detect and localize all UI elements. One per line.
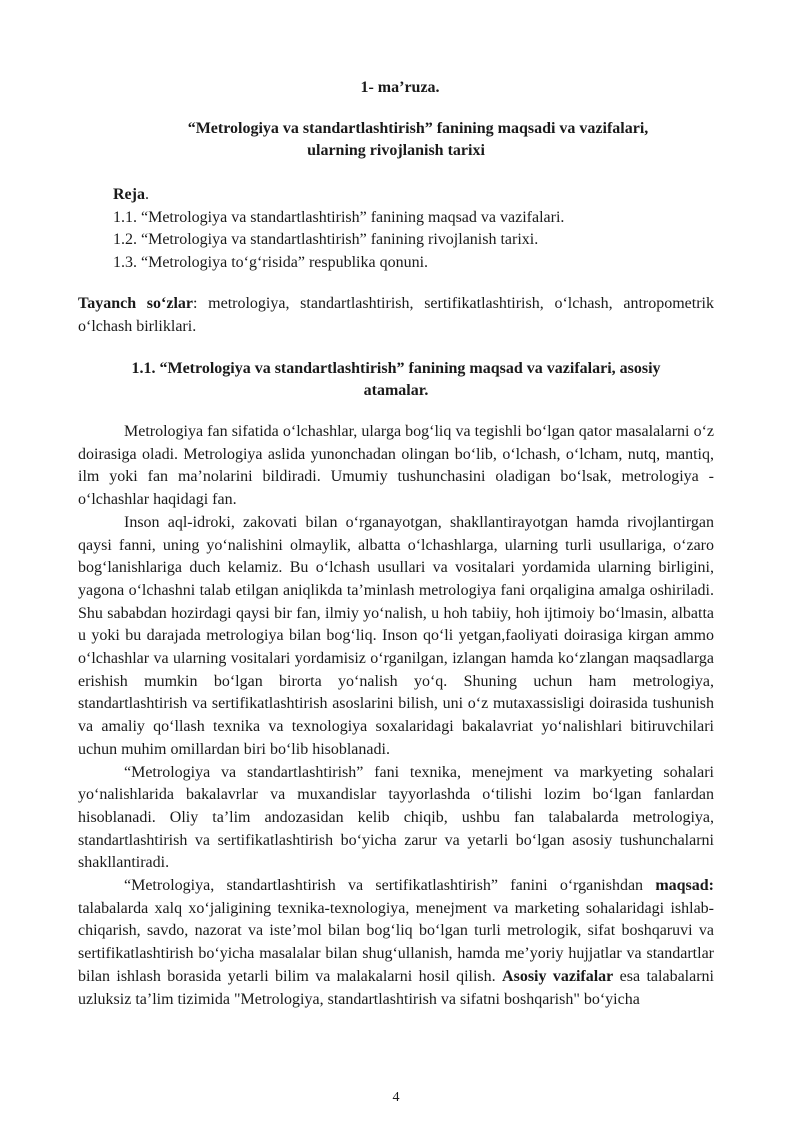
section-heading-line-2: atamalar. (363, 382, 429, 399)
paragraph: “Metrologiya va standartlashtirish” fani texnika, menejment va markyeting sohalari yo‘nalishlarida bakalavrlar va muxandislar tayyorlashda o‘tilishi lozim bo‘lgan fanlardan hisoblanadi. Oliy ta’lim andozasidan kelib chiqib, ushbu fan talabalarda metrologiya, standartlashtirish va sertifikatlashtirish bo‘yicha zarur va yetarli bo‘lgan asosiy tushunchalarni shakllantiradi. (78, 763, 714, 872)
lecture-title: 1- ma’ruza. (360, 79, 440, 96)
topic-title-line-2: ularning rivojlanish tarixi (307, 142, 485, 159)
paragraph: Metrologiya fan sifatida o‘lchashlar, ularga bog‘liq va tegishli bo‘lgan qator masalalarni o‘z doirasiga oladi. Metrologiya aslida yunonchadan olingan bo‘lib, o‘lchash, o‘lcham, nutq, mantiq, ilm yoki fan ma’nolarini bildiradi. Umumiy tushunchasini oladigan bo‘lsak, metrologiya - o‘lchashlar haqidagi fan. (78, 423, 714, 509)
paragraph: “Metrologiya, standartlashtirish va sertifikatlashtirish” fanini o‘rganishdan maqsad: talabalarda xalq xo‘jaligining texnika-texnologiya, menejment va marketing sohalaridagi ishlab-chiqarish, savdo, nazorat va iste’mol bilan bog‘liq bo‘lgan turli metrologik, sifat boshqaruvi va sertifikatlashtirish bo‘yicha masalalar bilan shug‘ullanish, hamda me’yoriy hujjatlar va standartlar bilan ishlash borasida yetarli bilim va malakalarni hosil qilish. Asosiy vazifalar esa talabalarni uzluksiz ta’lim tizimida "Metrologiya, standartlashtirish va sifatni boshqarish" bo‘yicha (78, 877, 715, 1008)
section-heading-line-1: 1.1. “Metrologiya va standartlashtirish” fanining maqsad va vazifalari, asosiy (131, 360, 661, 377)
keywords-label: Tayanch so‘zlar (78, 295, 194, 312)
plan-item: 1.3. “Metrologiya to‘g‘risida” respublika qonuni. (113, 254, 429, 272)
topic-title-line-1: “Metrologiya va standartlashtirish” fanining maqsadi va vazifalari, (187, 120, 649, 137)
main-tasks-label: Asosiy vazifalar (502, 967, 614, 985)
keywords-paragraph (78, 293, 714, 338)
body-text (78, 421, 714, 1011)
plan-section: Reja. 1.1. “Metrologiya va standartlashtirish” fanining maqsad va vazifalari. 1.2. “Metrologiya va standartlashtirish” fanining rivojlanish tarixi. 1.3. “Metrologiya to‘g‘risida” respublika qonuni. (113, 184, 713, 275)
plan-item: 1.2. “Metrologiya va standartlashtirish” fanining rivojlanish tarixi. (113, 231, 539, 249)
goal-label: maqsad: (655, 877, 714, 895)
plan-item: 1.1. “Metrologiya va standartlashtirish” fanining maqsad va vazifalari. (113, 208, 565, 226)
keywords-text: : metrologiya, standartlashtirish, sertifikatlashtirish, o‘lchash, antropometrik o‘lchash birliklari. (78, 295, 714, 335)
paragraph: Inson aql-idroki, zakovati bilan o‘rganayotgan, shakllantirayotgan hamda rivojlantirgan qaysi fanni, uning yo‘nalishini olmaylik, albatta o‘lchashlarga, ularning turli usullariga, o‘zaro bog‘lanishlariga duch kelamiz. Bu o‘lchash usullari va vositalari yordamida ularning birligini, yagona o‘lchashni talab etilgan aniqlikda ta’minlash metrologiya fani orqaligina amalga oshiriladi. Shu sababdan hozirdagi qaysi bir fan, ilmiy yo‘nalish, u hoh tabiiy, hoh ijtimoiy bo‘lmasin, albatta u yoki bu darajada metrologiya bilan bog‘liq. Inson qo‘li yetgan,faoliyati doirasiga kirgan ammo o‘lchashlar va ularning vositalari yordamisiz o‘rganilgan, izlangan hamda ko‘zlangan maqsadlarga erishish mumkin bo‘lgan birorta yo‘nalish yo‘q. Shuning uchun ham metrologiya, standartlashtirish va sertifikatlashtirish asoslarini bilish, uni o‘z mutaxassisligi doirasida tushunish va amaliy qo‘llash texnika va texnologiya soxalaridagi bakalavriat yo‘nalishlari bitiruvchilari uchun muhim omillardan biri bo‘lib hisoblanadi. (78, 513, 714, 758)
page-number: 4 (392, 1090, 400, 1105)
plan-label: Reja (113, 186, 145, 203)
